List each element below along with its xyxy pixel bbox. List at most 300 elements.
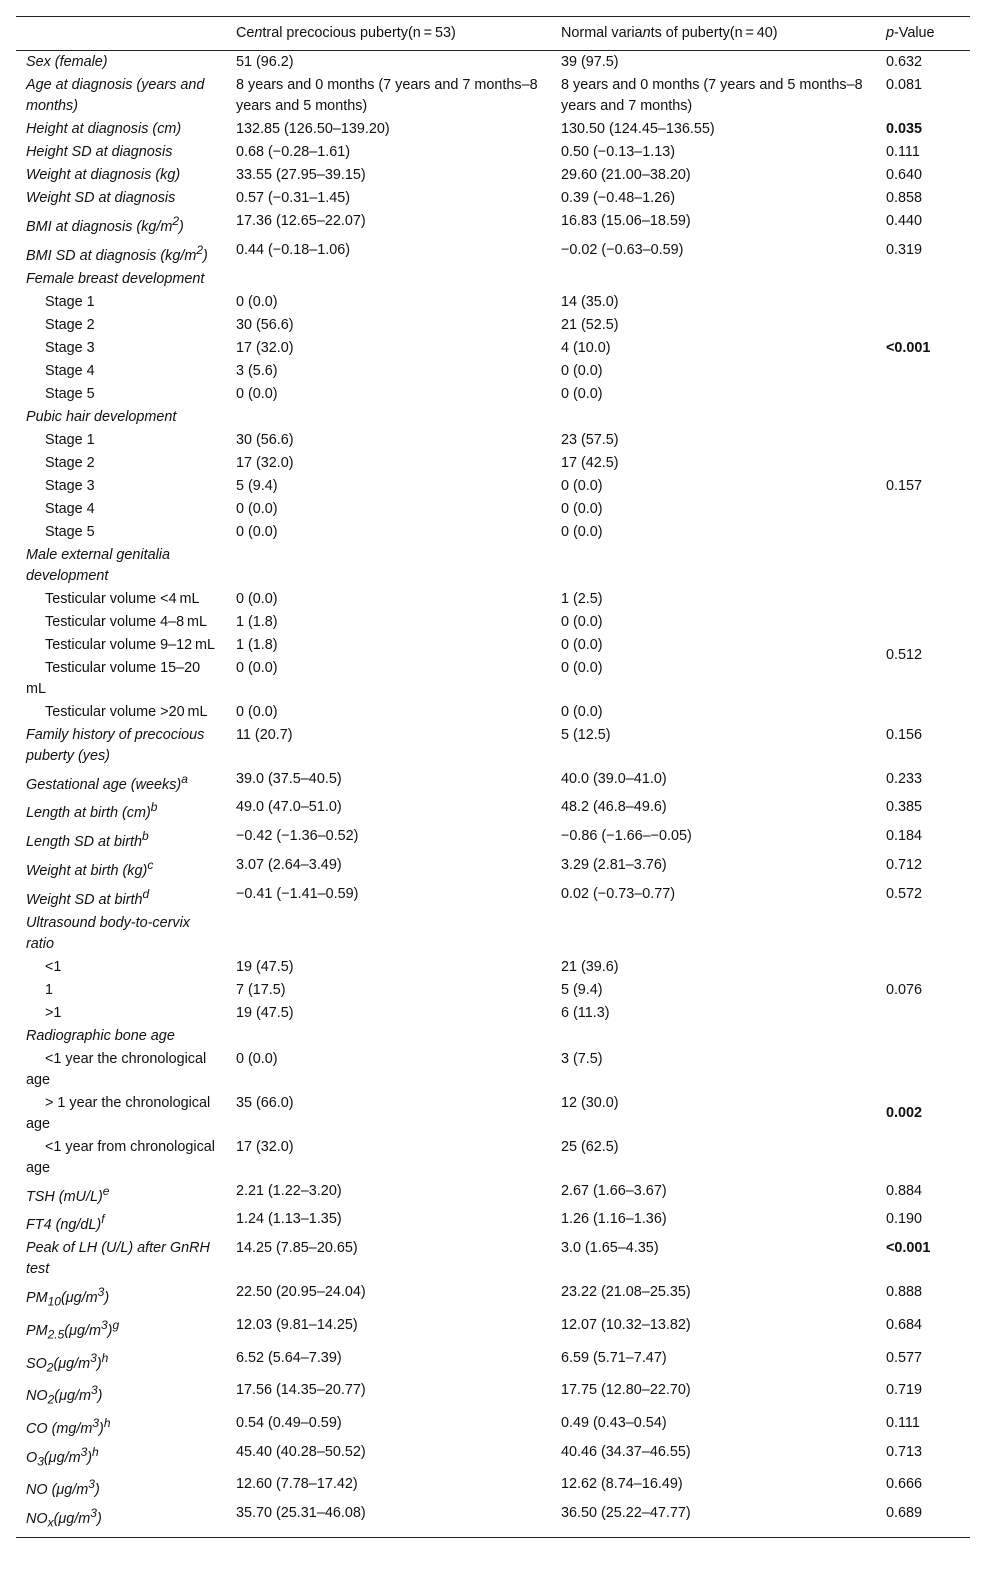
row-label-text: Weight at birth (kg)	[26, 862, 148, 879]
table-row	[16, 724, 970, 768]
row-label	[16, 611, 226, 634]
row-label-text: Female breast development	[26, 270, 205, 287]
table-row	[16, 1412, 970, 1441]
row-label-text: PM	[26, 1322, 48, 1339]
row-label-text: Weight at diagnosis (kg)	[26, 167, 181, 183]
cpp-value: 132.85 (126.50–139.20)	[236, 121, 390, 137]
row-label-text: <1	[45, 958, 62, 975]
table-row	[16, 118, 970, 141]
row-label	[16, 383, 226, 406]
table-row	[16, 1473, 970, 1502]
p-value	[876, 544, 970, 588]
row-label	[16, 291, 226, 314]
p-value: 0.572	[886, 885, 923, 902]
row-label-text: >1	[45, 1004, 62, 1021]
row-label-text: NO	[26, 1510, 48, 1527]
row-label	[16, 883, 226, 912]
row-label-text: Peak of LH (U/L) after GnRH test	[26, 1240, 210, 1278]
row-label-text: Stage 2	[45, 316, 95, 333]
row-label-text: Length at birth (cm)	[26, 805, 151, 822]
row-label-unit: (μg/m	[64, 1322, 101, 1339]
table-row	[16, 1025, 970, 1048]
group-p-value: 0.002	[886, 1105, 923, 1122]
p-value: 0.712	[886, 856, 923, 873]
nvp-value: 17 (42.5)	[561, 454, 619, 471]
row-label	[16, 360, 226, 383]
row-label-subscript: 3	[37, 1454, 44, 1469]
p-value: 0.719	[886, 1382, 923, 1399]
p-value	[876, 912, 970, 956]
row-label-superscript: 3	[80, 1444, 88, 1459]
table-row	[16, 1092, 970, 1136]
cpp-value: 2.21 (1.22–3.20)	[236, 1182, 342, 1199]
row-label-superscript: 3	[90, 1383, 98, 1398]
cpp-value: 14.25 (7.85–20.65)	[236, 1240, 358, 1257]
row-label	[16, 521, 226, 544]
row-label	[16, 337, 226, 360]
table-row	[16, 883, 970, 912]
cpp-value: 0 (0.0)	[236, 500, 278, 517]
cpp-value: 6.52 (5.64–7.39)	[236, 1349, 342, 1366]
table-row	[16, 1314, 970, 1347]
cpp-value: 17 (32.0)	[236, 454, 294, 471]
p-value	[876, 1025, 970, 1048]
row-label-superscript: 3	[88, 1477, 95, 1492]
header-normal-variants: Normal variants of puberty(n = 40)	[551, 17, 876, 51]
table-row	[16, 796, 970, 825]
row-label-text: > 1 year the chronological age	[26, 1094, 211, 1132]
row-label-end: )	[179, 218, 184, 235]
row-label-text: PM	[26, 1289, 48, 1306]
row-label-text: Testicular volume 15–20 mL	[26, 659, 204, 697]
table-row	[16, 1237, 970, 1281]
row-label-text: BMI at diagnosis (kg/m	[26, 218, 173, 235]
nvp-value: 2.67 (1.66–3.67)	[561, 1182, 667, 1199]
row-label-text: Testicular volume 4–8 mL	[45, 613, 208, 630]
nvp-value: 29.60 (21.00–38.20)	[561, 167, 691, 183]
table-row	[16, 521, 970, 544]
cpp-value	[226, 1025, 551, 1048]
row-label	[16, 1473, 226, 1502]
cpp-value: 5 (9.4)	[236, 477, 278, 494]
nvp-value: 1 (2.5)	[561, 590, 603, 607]
table-row	[16, 239, 970, 268]
row-label	[16, 657, 226, 701]
cpp-value: 1.24 (1.13–1.35)	[236, 1211, 342, 1228]
nvp-value: 40.0 (39.0–41.0)	[561, 770, 667, 787]
nvp-value	[551, 1025, 876, 1048]
nvp-value: 4 (10.0)	[561, 339, 611, 356]
table-row	[16, 210, 970, 239]
row-label-footnote: h	[103, 1415, 111, 1430]
row-label	[16, 1314, 226, 1347]
nvp-value: 12.07 (10.32–13.82)	[561, 1316, 691, 1333]
row-label-text: 1	[45, 981, 54, 998]
row-label-text: Stage 5	[45, 385, 95, 402]
row-label-text: Height SD at diagnosis	[26, 144, 173, 160]
row-label-text: Testicular volume >20 mL	[45, 703, 208, 720]
cpp-value: 1 (1.8)	[236, 613, 278, 630]
row-label-text: Age at diagnosis (years and months)	[26, 77, 205, 114]
row-label-superscript: a	[181, 771, 188, 786]
p-value: 0.858	[886, 190, 923, 206]
table-row	[16, 291, 970, 314]
table-row	[16, 406, 970, 429]
row-label-text: Stage 5	[45, 523, 95, 540]
table-row	[16, 701, 970, 724]
cpp-value: 12.60 (7.78–17.42)	[236, 1476, 358, 1493]
cpp-value: 45.40 (40.28–50.52)	[236, 1443, 366, 1460]
row-label-text: BMI SD at diagnosis (kg/m	[26, 247, 197, 264]
row-label	[16, 1180, 226, 1209]
nvp-value: 0 (0.0)	[561, 362, 603, 379]
p-value: 0.111	[886, 1414, 920, 1431]
row-label	[16, 452, 226, 475]
row-label	[16, 1502, 226, 1537]
row-label-superscript: 3	[92, 1415, 100, 1430]
p-value: 0.632	[886, 54, 923, 70]
table-row	[16, 337, 970, 360]
row-label-text: Height at diagnosis (cm)	[26, 121, 182, 137]
row-label-text: Stage 1	[45, 431, 95, 448]
row-label-end: )	[97, 1387, 103, 1404]
nvp-value: 21 (52.5)	[561, 316, 619, 333]
row-label-text: Stage 3	[45, 477, 95, 494]
table-row	[16, 1441, 970, 1474]
cpp-value: 17.56 (14.35–20.77)	[236, 1382, 366, 1399]
row-label-subscript: 2	[47, 1392, 55, 1407]
table-row	[16, 141, 970, 164]
cpp-value: 30 (56.6)	[236, 316, 294, 333]
nvp-value: −0.86 (−1.66–−0.05)	[561, 828, 692, 845]
row-label	[16, 796, 226, 825]
nvp-value: 0.02 (−0.73–0.77)	[561, 885, 676, 902]
table-row	[16, 544, 970, 588]
cpp-value: −0.42 (−1.36–0.52)	[236, 828, 359, 845]
nvp-value: 23.22 (21.08–25.35)	[561, 1284, 691, 1301]
nvp-value: 3.29 (2.81–3.76)	[561, 856, 667, 873]
row-label	[16, 588, 226, 611]
row-label-end: )	[99, 1420, 104, 1437]
cpp-value: 17.36 (12.65–22.07)	[236, 213, 366, 229]
row-label-superscript: 3	[90, 1350, 97, 1365]
row-label	[16, 1048, 226, 1092]
table-row	[16, 912, 970, 956]
cpp-value: 3 (5.6)	[236, 362, 278, 379]
nvp-value: 48.2 (46.8–49.6)	[561, 799, 667, 816]
nvp-value: 0 (0.0)	[561, 703, 603, 720]
group-p-value: 0.157	[886, 477, 923, 494]
cpp-value: 0.57 (−0.31–1.45)	[236, 190, 351, 206]
table-row	[16, 634, 970, 657]
p-value: 0.684	[886, 1316, 923, 1333]
row-label	[16, 634, 226, 657]
row-label	[16, 51, 226, 75]
nvp-value: 3.0 (1.65–4.35)	[561, 1240, 659, 1257]
nvp-value	[551, 544, 876, 588]
row-label	[16, 1441, 226, 1474]
cpp-value	[226, 544, 551, 588]
row-label	[16, 187, 226, 210]
p-value: 0.640	[886, 167, 923, 183]
cpp-value	[226, 268, 551, 291]
row-label	[16, 74, 226, 118]
table-row	[16, 1379, 970, 1412]
row-label-superscript: b	[150, 800, 158, 815]
row-label-text: Sex (female)	[26, 54, 108, 70]
row-label-text: <1 year the chronological age	[26, 1050, 207, 1088]
cpp-value: 35 (66.0)	[236, 1094, 294, 1111]
p-value: 0.190	[886, 1211, 923, 1228]
row-label	[16, 141, 226, 164]
p-value	[876, 268, 970, 291]
header-central-precocious-puberty: Central precocious puberty(n = 53)	[226, 17, 551, 51]
table-row	[16, 1208, 970, 1237]
row-label-text: Stage 3	[45, 339, 95, 356]
cpp-value: 0 (0.0)	[236, 293, 278, 310]
nvp-value: 0.50 (−0.13–1.13)	[561, 144, 676, 160]
p-value: 0.319	[886, 241, 923, 258]
row-label-unit: (μg/m	[43, 1449, 81, 1466]
table-row	[16, 854, 970, 883]
nvp-value: 39 (97.5)	[561, 54, 619, 70]
nvp-value: 16.83 (15.06–18.59)	[561, 213, 691, 229]
cpp-value: 8 years and 0 months (7 years and 7 months–8 years and 5 months)	[236, 77, 538, 114]
nvp-value: 3 (7.5)	[561, 1050, 603, 1067]
cpp-value: 22.50 (20.95–24.04)	[236, 1284, 366, 1301]
table-row	[16, 498, 970, 521]
nvp-value: 0.49 (0.43–0.54)	[561, 1414, 667, 1431]
row-label	[16, 912, 226, 956]
nvp-value: 5 (9.4)	[561, 981, 603, 998]
row-label-superscript: 3	[90, 1506, 97, 1521]
row-label	[16, 701, 226, 724]
row-label	[16, 854, 226, 883]
row-label	[16, 956, 226, 979]
row-label	[16, 724, 226, 768]
row-label-superscript: c	[147, 857, 154, 872]
nvp-value: 5 (12.5)	[561, 726, 611, 743]
row-label-footnote: g	[112, 1317, 120, 1332]
row-label-text: SO	[26, 1355, 47, 1372]
row-label	[16, 475, 226, 498]
table-row	[16, 588, 970, 611]
table-row	[16, 360, 970, 383]
cpp-value	[226, 406, 551, 429]
row-label-text: Weight SD at diagnosis	[26, 190, 176, 206]
row-label-end: )	[203, 247, 208, 264]
table-row	[16, 51, 970, 75]
row-label	[16, 1208, 226, 1237]
cpp-value: 0 (0.0)	[236, 659, 278, 676]
nvp-value	[551, 268, 876, 291]
row-label-text: NO	[26, 1387, 48, 1404]
nvp-value: 23 (57.5)	[561, 431, 619, 448]
row-label	[16, 1002, 226, 1025]
table-row	[16, 657, 970, 701]
row-label-superscript: 3	[97, 1285, 105, 1300]
table-row	[16, 768, 970, 797]
p-value: 0.233	[886, 770, 923, 787]
table-row	[16, 314, 970, 337]
cpp-value: 0 (0.0)	[236, 385, 278, 402]
nvp-value: 40.46 (34.37–46.55)	[561, 1443, 691, 1460]
row-label-unit: (μg/m	[54, 1387, 91, 1404]
row-label-unit: (μg/m	[53, 1355, 91, 1372]
cpp-value: 35.70 (25.31–46.08)	[226, 1502, 551, 1537]
table-header-row	[16, 17, 970, 51]
nvp-value: 0 (0.0)	[561, 523, 603, 540]
cpp-value: 12.03 (9.81–14.25)	[236, 1316, 358, 1333]
row-label	[16, 498, 226, 521]
p-value: 0.385	[886, 799, 923, 816]
cpp-value: 30 (56.6)	[236, 431, 294, 448]
p-value: 0.035	[886, 121, 923, 137]
table-row	[16, 1136, 970, 1180]
cpp-value	[226, 912, 551, 956]
row-label	[16, 768, 226, 797]
p-value: 0.888	[886, 1284, 923, 1301]
row-label-text: NO (μg/m	[26, 1482, 89, 1499]
group-p-value: 0.512	[886, 647, 923, 664]
row-label	[16, 118, 226, 141]
p-value: 0.184	[886, 828, 923, 845]
nvp-value: 0 (0.0)	[561, 477, 603, 494]
nvp-value	[551, 912, 876, 956]
row-label-subscript: 2.5	[47, 1327, 65, 1342]
row-label	[16, 268, 226, 291]
cpp-value: −0.41 (−1.41–0.59)	[236, 885, 359, 902]
p-value: 0.884	[886, 1182, 923, 1199]
row-label-text: Stage 1	[45, 293, 95, 310]
row-label-text: Stage 4	[45, 362, 95, 379]
cpp-value: 17 (32.0)	[236, 1138, 294, 1155]
row-label	[16, 1092, 226, 1136]
table-row	[16, 74, 970, 118]
row-label-text: Family history of precocious puberty (yes)	[26, 726, 205, 764]
table-row	[16, 1502, 970, 1537]
row-label-text: Ultrasound body-to-cervix ratio	[26, 914, 190, 952]
row-label	[16, 1347, 226, 1380]
nvp-value: 6 (11.3)	[561, 1004, 610, 1021]
cpp-value: 19 (47.5)	[236, 958, 294, 975]
nvp-value: 12.62 (8.74–16.49)	[561, 1476, 683, 1493]
row-label-superscript: d	[142, 886, 150, 901]
nvp-value: 0.39 (−0.48–1.26)	[561, 190, 676, 206]
row-label-end: )	[87, 1449, 93, 1466]
table-row	[16, 268, 970, 291]
p-value: 0.689	[876, 1502, 970, 1537]
p-value: <0.001	[886, 1240, 931, 1257]
p-value: 0.111	[886, 144, 920, 160]
cpp-value: 0 (0.0)	[236, 523, 278, 540]
cpp-value: 0.68 (−0.28–1.61)	[236, 144, 351, 160]
nvp-value: 0 (0.0)	[561, 385, 603, 402]
table-row	[16, 611, 970, 634]
row-label-text: Male external genitalia development	[26, 546, 170, 584]
cpp-value: 1 (1.8)	[236, 636, 278, 653]
table-row	[16, 956, 970, 979]
nvp-value: 14 (35.0)	[561, 293, 619, 310]
p-value	[876, 406, 970, 429]
table-row	[16, 1180, 970, 1209]
group-p-value: 0.076	[886, 981, 923, 998]
cpp-value: 0.54 (0.49–0.59)	[236, 1414, 342, 1431]
row-label-text: Length SD at birth	[26, 833, 142, 850]
row-label-text: Pubic hair development	[26, 408, 177, 425]
row-label	[16, 429, 226, 452]
table-row	[16, 164, 970, 187]
row-label	[16, 239, 226, 268]
row-label	[16, 825, 226, 854]
row-label	[16, 314, 226, 337]
row-label-unit: (μg/m	[53, 1510, 91, 1527]
p-value: 0.713	[886, 1443, 923, 1460]
table-row	[16, 187, 970, 210]
row-label-superscript: f	[101, 1212, 105, 1227]
table-row	[16, 825, 970, 854]
table-row	[16, 1281, 970, 1314]
header-p-value: p-Value	[876, 17, 970, 51]
table-row	[16, 1048, 970, 1092]
nvp-value: −0.02 (−0.63–0.59)	[561, 241, 684, 258]
row-label	[16, 1237, 226, 1281]
row-label-text: Weight SD at birth	[26, 891, 143, 908]
row-label-superscript: b	[142, 829, 149, 844]
row-label-text: Testicular volume 9–12 mL	[45, 636, 216, 653]
nvp-value: 6.59 (5.71–7.47)	[561, 1349, 667, 1366]
cpp-value: 33.55 (27.95–39.15)	[236, 167, 366, 183]
p-value: 0.577	[886, 1349, 923, 1366]
nvp-value: 0 (0.0)	[561, 613, 603, 630]
header-variable	[16, 17, 226, 51]
row-label-subscript: 2	[46, 1360, 54, 1375]
table-row	[16, 979, 970, 1002]
row-label-text: O	[26, 1449, 38, 1466]
cpp-value: 7 (17.5)	[236, 981, 286, 998]
table-row	[16, 1347, 970, 1380]
nvp-value: 36.50 (25.22–47.77)	[551, 1502, 876, 1537]
nvp-value: 0 (0.0)	[561, 500, 603, 517]
row-label	[16, 164, 226, 187]
row-label-text: Stage 2	[45, 454, 95, 471]
cpp-value: 0 (0.0)	[236, 703, 278, 720]
table-row	[16, 429, 970, 452]
row-label-text: TSH (mU/L)	[26, 1188, 103, 1205]
nvp-value: 17.75 (12.80–22.70)	[561, 1382, 691, 1399]
table-row	[16, 475, 970, 498]
nvp-value: 21 (39.6)	[561, 958, 619, 975]
nvp-value: 0 (0.0)	[561, 659, 603, 676]
cpp-value: 39.0 (37.5–40.5)	[236, 770, 342, 787]
nvp-value: 8 years and 0 months (7 years and 5 months–8 years and 7 months)	[561, 77, 863, 114]
row-label	[16, 1281, 226, 1314]
row-label-end: )	[96, 1355, 102, 1372]
row-label-end: )	[96, 1510, 102, 1527]
table-body	[16, 51, 970, 1538]
row-label-subscript: 10	[47, 1294, 61, 1309]
row-label-subscript: x	[47, 1515, 54, 1530]
row-label-text: Radiographic bone age	[26, 1027, 175, 1044]
nvp-value	[551, 406, 876, 429]
nvp-value: 130.50 (124.45–136.55)	[561, 121, 715, 137]
row-label-text: Stage 4	[45, 500, 95, 517]
row-label-end: )	[94, 1482, 100, 1499]
row-label-text: FT4 (ng/dL)	[26, 1217, 102, 1234]
cpp-value: 51 (96.2)	[236, 54, 294, 70]
cpp-value: 0 (0.0)	[236, 590, 278, 607]
row-label-superscript: 3	[100, 1317, 108, 1332]
